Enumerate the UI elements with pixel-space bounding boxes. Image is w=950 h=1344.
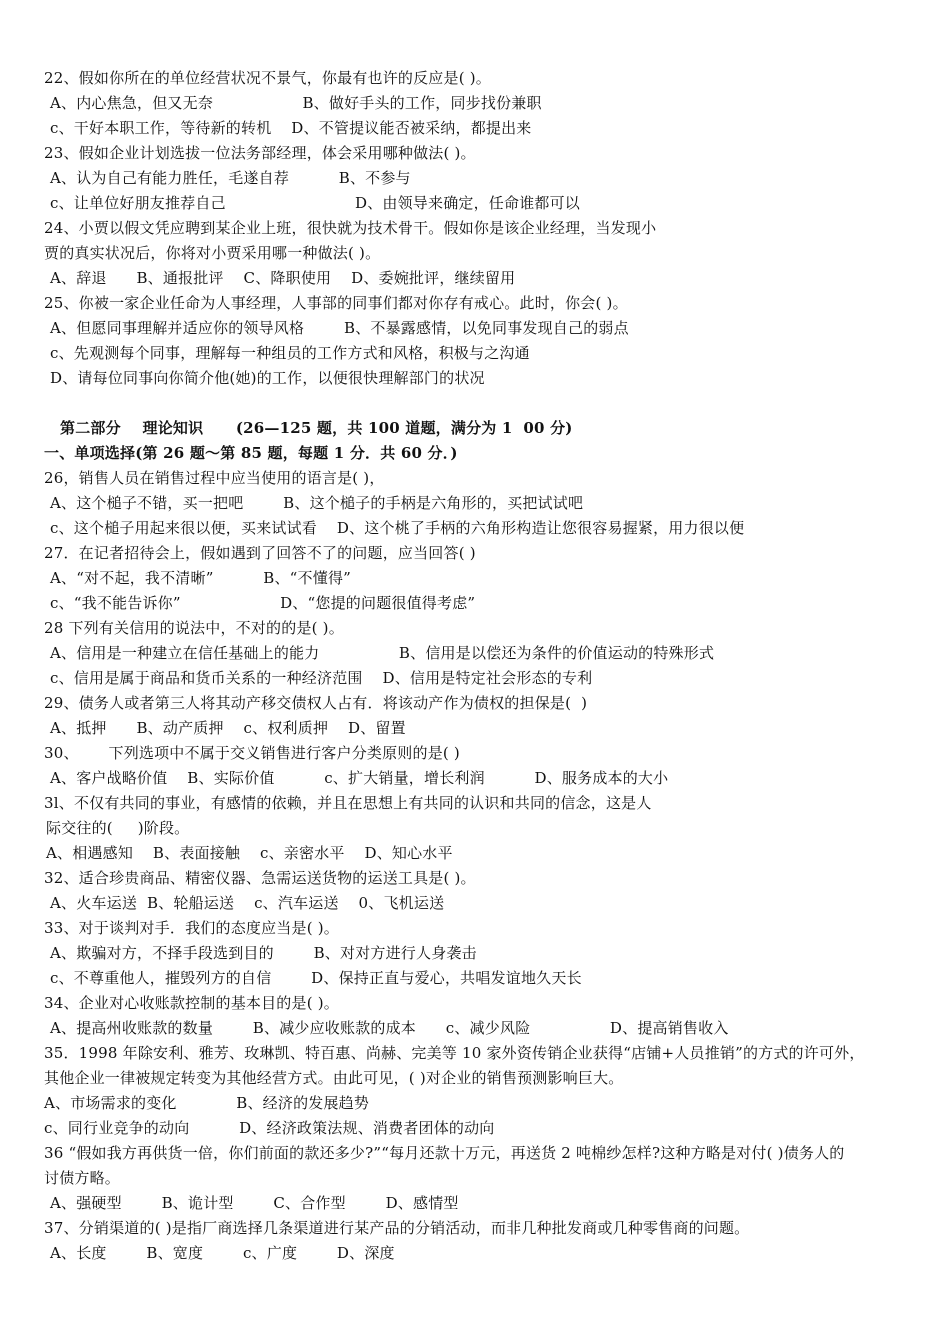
text-line: 讨债方略。 [44,1169,121,1187]
text-line: 36 “假如我方再供货一倍，你们前面的款还多少?”“每月还款十万元，再送货 2 吨棉纱怎样?这种方略是对付( )债务人的 [44,1144,845,1162]
text-line: A、客户战略价值 B、实际价值 c、扩大销量，增长利润 D、服务成本的大小 [50,769,669,787]
text-line: 际交往的( )阶段。 [46,819,190,837]
text-line: 第二部分 理论知识 (26—125 题，共 100 道题，满分为 1 00 分) [60,419,573,437]
text-line: A、火车运送 B、轮船运送 c、汽车运送 0、飞机运送 [50,894,445,912]
text-line: A、相遇感知 B、表面接触 c、亲密水平 D、知心水平 [46,844,453,862]
text-line: 29、债务人或者第三人将其动产移交债权人占有．将该动产作为债权的担保是( ) [44,694,588,712]
text-line: c、先观测每个同事，理解每一种组员的工作方式和风格，积极与之沟通 [50,344,530,362]
text-line: A、欺骗对方，不择手段选到目的 B、对对方进行人身袭击 [50,944,477,962]
text-line: A、“对不起，我不清晰” B、“不懂得” [50,569,352,587]
text-line: c、这个槌子用起来很以便，买来试试看 D、这个桃了手柄的六角形构造让您很容易握紧，用力很以便 [50,519,745,537]
text-line: c、同行业竞争的动向 D、经济政策法规、消费者团体的动向 [44,1119,495,1137]
text-line: D、请每位同事向你简介他(她)的工作，以便很快理解部门的状况 [50,369,485,387]
text-line: 24、小贾以假文凭应聘到某企业上班，很快就为技术骨干。假如你是该企业经理，当发现小 [44,219,657,237]
text-line: 一、单项选择(第 26 题～第 85 题，每题 1 分．共 60 分．) [44,444,458,462]
text-line: 33、对于谈判对手．我们的态度应当是( )。 [44,919,339,937]
text-line: 32、适合珍贵商品、精密仪器、急需运送货物的运送工具是( )。 [44,869,476,887]
text-line: 28 下列有关信用的说法中，不对的的是( )。 [44,619,344,637]
text-line: A、但愿同事理解并适应你的领导风格 B、不暴露感情，以免同事发现自己的弱点 [50,319,629,337]
text-line: 其他企业一律被规定转变为其他经营方式。由此可见，( )对企业的销售预测影响巨大。 [44,1069,624,1087]
text-line: 37、分销渠道的( )是指厂商选择几条渠道进行某产品的分销活动，而非几种批发商或几种零售商的问题。 [44,1219,750,1237]
text-line: 23、假如企业计划选拔一位法务部经理，体会采用哪种做法( )。 [44,144,476,162]
text-line: 30、 下列选项中不属于交义销售进行客户分类原则的是( ) [44,744,460,762]
text-line: c、让单位好朋友推荐自己 D、由领导来确定，任命谁都可以 [50,194,580,212]
text-line: c、不尊重他人，摧毁列方的自信 D、保持正直与爱心，共唱发谊地久天长 [50,969,582,987]
text-line: A、认为自己有能力胜任，毛遂自荐 B、不参与 [50,169,411,187]
text-line: A、强硬型 B、诡计型 C、合作型 D、感情型 [50,1194,459,1212]
text-line: 27．在记者招待会上，假如遇到了回答不了的问题，应当回答( ) [44,544,476,562]
text-line: A、信用是一种建立在信任基础上的能力 B、信用是以偿还为条件的价值运动的特殊形式 [50,644,715,662]
text-line: A、提高州收账款的数量 B、减少应收账款的成本 c、减少风险 D、提高销售收入 [50,1019,729,1037]
text-line: 26，销售人员在销售过程中应当使用的语言是( )， [44,469,385,487]
text-line: A、辞退 B、通报批评 C、降职使用 D、委婉批评，继续留用 [50,269,516,287]
text-line: 贾的真实状况后，你将对小贾采用哪一种做法( )。 [44,244,381,262]
text-line: A、市场需求的变化 B、经济的发展趋势 [44,1094,370,1112]
text-line: 25、你被一家企业任命为人事经理，人事部的同事们都对你存有戒心。此时，你会( )。 [44,294,628,312]
text-line: A、这个槌子不错，买一把吧 B、这个槌子的手柄是六角形的，买把试试吧 [50,494,584,512]
text-line: 34、企业对心收账款控制的基本目的是( )。 [44,994,339,1012]
text-line: 3l、不仅有共同的事业，有感情的依赖，并且在思想上有共同的认识和共同的信念，这是人 [44,794,652,812]
text-line: c、“我不能告诉你” D、“您提的问题很值得考虑” [50,594,476,612]
text-line: 35．1998 年除安利、雅芳、玫琳凯、特百惠、尚赫、完美等 10 家外资传销企业获得“店铺+人员推销”的方式的许可外， [44,1044,865,1062]
text-line: A、内心焦急，但又无奈 B、做好手头的工作，同步找份兼职 [50,94,542,112]
text-line: A、长度 B、宽度 c、广度 D、深度 [50,1244,395,1262]
text-line: c、干好本职工作，等待新的转机 D、不管提议能否被采纳，都提出来 [50,119,532,137]
text-line: A、抵押 B、动产质押 c、权利质押 D、留置 [50,719,406,737]
text-line: c、信用是属于商品和货币关系的一种经济范围 D、信用是特定社会形态的专利 [50,669,593,687]
text-line: 22、假如你所在的单位经营状况不景气，你最有也许的反应是( )。 [44,69,491,87]
